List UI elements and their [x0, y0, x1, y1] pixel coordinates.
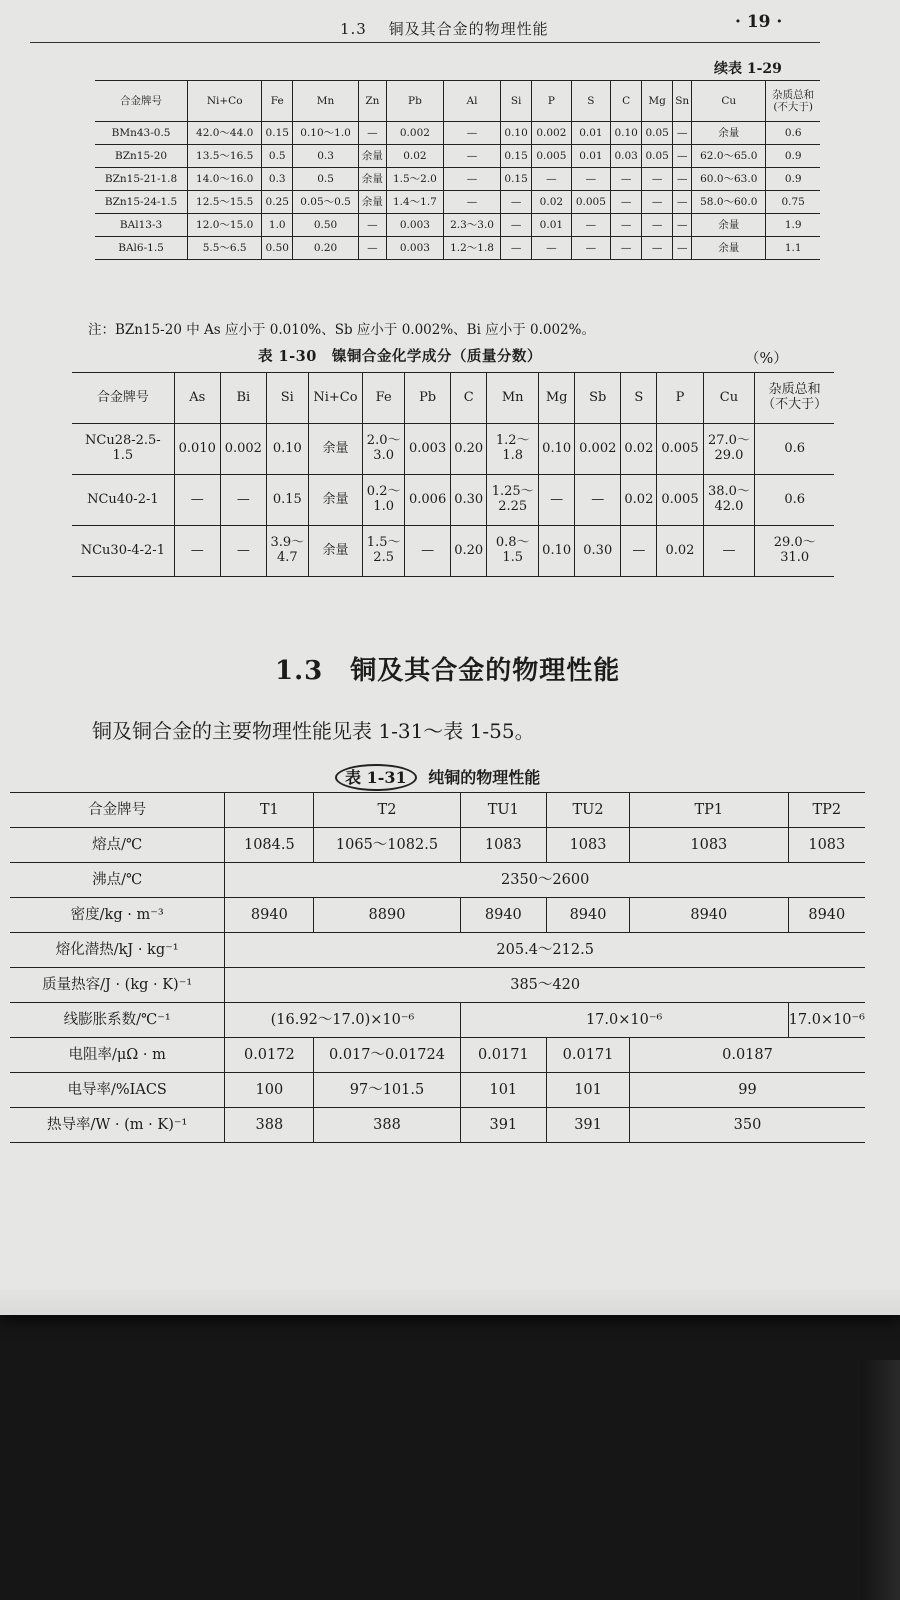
column-header: Sb [575, 373, 621, 424]
table-cell: — [539, 475, 575, 526]
table-131-title [335, 765, 540, 788]
table-cell: — [220, 526, 266, 577]
table-cell: — [642, 168, 673, 191]
table-cell: T1 [225, 793, 314, 828]
table-cell: NCu40-2-1 [72, 475, 174, 526]
table-cell: 0.05 [642, 145, 673, 168]
table-cell: — [443, 122, 500, 145]
column-header: Ni+Co [188, 81, 262, 122]
table-cell: 0.0171 [547, 1038, 630, 1073]
table-cell: 0.010 [174, 424, 220, 475]
table-cell-merged: (16.92～17.0)×10⁻⁶ [225, 1003, 460, 1038]
table-row [10, 828, 865, 863]
column-header: C [611, 81, 642, 122]
table-cell: — [611, 214, 642, 237]
row-label: 密度/kg · m⁻³ [10, 898, 225, 933]
table-cell: — [703, 526, 755, 577]
table-cell: BZn15-20 [95, 145, 188, 168]
row-label: 合金牌号 [10, 793, 225, 828]
table-cell: 0.01 [571, 145, 611, 168]
table-cell: 0.6 [766, 122, 820, 145]
section-heading: 1.3 铜及其合金的物理性能 [275, 656, 621, 686]
table-cell: 0.02 [621, 475, 657, 526]
table-cell: BAl13-3 [95, 214, 188, 237]
table-cell: TP1 [630, 793, 789, 828]
table-cell: 1084.5 [225, 828, 314, 863]
table-cell: 5.5～6.5 [188, 237, 262, 260]
column-header: Pb [386, 81, 443, 122]
header-rule [30, 42, 820, 43]
row-label: 沸点/℃ [10, 863, 225, 898]
table-cell: — [358, 214, 386, 237]
table-1-31 [10, 792, 865, 1143]
table-cell: 12.5～15.5 [188, 191, 262, 214]
table-row [10, 1073, 865, 1108]
table-row [10, 898, 865, 933]
column-header: 杂质总和 （不大于） [755, 373, 834, 424]
column-header: S [621, 373, 657, 424]
table-cell: 0.20 [451, 424, 487, 475]
table-cell: 余量 [358, 168, 386, 191]
column-header: Mn [487, 373, 539, 424]
table-cell: 0.0171 [460, 1038, 546, 1073]
table-cell: 0.9 [766, 145, 820, 168]
column-header: 合金牌号 [95, 81, 188, 122]
table-cell: 3.9～ 4.7 [266, 526, 308, 577]
table-cell: 0.10 [501, 122, 532, 145]
table-cell: 0.05～0.5 [293, 191, 359, 214]
table-cell: 0.50 [293, 214, 359, 237]
table-cell: TP2 [788, 793, 865, 828]
table-cell: 余量 [308, 475, 363, 526]
table-cell: — [571, 168, 611, 191]
table-cell: 58.0～60.0 [692, 191, 766, 214]
table-cell-merged: 2350～2600 [225, 863, 865, 898]
table-cell: 1.0 [262, 214, 293, 237]
table-row [10, 968, 865, 1003]
table-129-caption: 续表 1-29 [714, 61, 782, 77]
table-cell: 0.0172 [225, 1038, 314, 1073]
table-row [95, 145, 820, 168]
table-cell: 1.5～2.0 [386, 168, 443, 191]
table-cell: 1.1 [766, 237, 820, 260]
table-cell: 100 [225, 1073, 314, 1108]
column-header: S [571, 81, 611, 122]
running-header-section [340, 18, 549, 39]
table-cell: 13.5～16.5 [188, 145, 262, 168]
paper-bottom-edge [0, 1290, 900, 1315]
table-header-row [95, 81, 820, 122]
table-cell: 0.10 [539, 424, 575, 475]
table-cell: 0.003 [386, 237, 443, 260]
table-cell: 1.2～ 1.8 [487, 424, 539, 475]
table-cell: 1.4～1.7 [386, 191, 443, 214]
table-cell: TU2 [547, 793, 630, 828]
table-cell: 0.25 [262, 191, 293, 214]
table-cell: TU1 [460, 793, 546, 828]
header-section-number: 1.3 [340, 20, 367, 38]
table-cell: — [501, 237, 532, 260]
table-cell: 0.8～ 1.5 [487, 526, 539, 577]
table-cell: BMn43-0.5 [95, 122, 188, 145]
table-cell: 0.0187 [630, 1038, 865, 1073]
table-cell: — [501, 214, 532, 237]
table-cell: — [673, 168, 692, 191]
table-cell: 391 [547, 1108, 630, 1143]
table-cell: 27.0～ 29.0 [703, 424, 755, 475]
table-row [72, 526, 834, 577]
table-cell: 0.05 [642, 122, 673, 145]
table-cell: — [642, 237, 673, 260]
table-cell: 0.75 [766, 191, 820, 214]
column-header: As [174, 373, 220, 424]
table-cell: 0.01 [571, 122, 611, 145]
table-cell: 0.15 [266, 475, 308, 526]
table-cell: 60.0～63.0 [692, 168, 766, 191]
table-cell: — [642, 214, 673, 237]
column-header: Sn [673, 81, 692, 122]
table-cell: 0.002 [386, 122, 443, 145]
table-cell: 0.002 [532, 122, 572, 145]
column-header: Si [266, 373, 308, 424]
table-cell: — [532, 168, 572, 191]
table-cell: 0.02 [621, 424, 657, 475]
table-cell-merged: 385～420 [225, 968, 865, 1003]
table-cell: — [575, 475, 621, 526]
table-cell: 97～101.5 [314, 1073, 460, 1108]
table-cell: 0.005 [571, 191, 611, 214]
column-header: Bi [220, 373, 266, 424]
table-cell: 8940 [460, 898, 546, 933]
table-cell: 0.10 [539, 526, 575, 577]
table-cell: 1.25～ 2.25 [487, 475, 539, 526]
table-row [95, 214, 820, 237]
table-cell: 0.02 [386, 145, 443, 168]
table-cell: — [443, 168, 500, 191]
column-header: C [451, 373, 487, 424]
table-cell: 1083 [630, 828, 789, 863]
column-header: P [657, 373, 703, 424]
table-cell: 391 [460, 1108, 546, 1143]
table-cell: — [673, 214, 692, 237]
table-cell: — [443, 191, 500, 214]
table-cell: 0.003 [386, 214, 443, 237]
table-cell: 2.3～3.0 [443, 214, 500, 237]
table-cell: — [571, 214, 611, 237]
table-cell: NCu30-4-2-1 [72, 526, 174, 577]
table-cell: 0.15 [501, 168, 532, 191]
table-cell: — [501, 191, 532, 214]
table-row [95, 191, 820, 214]
table-130-unit: （%） [745, 351, 788, 367]
table-cell: 8940 [630, 898, 789, 933]
table-cell: 0.50 [262, 237, 293, 260]
table-cell: 0.9 [766, 168, 820, 191]
table-cell: 388 [225, 1108, 314, 1143]
table-cell: 0.6 [755, 424, 834, 475]
column-header: Ni+Co [308, 373, 363, 424]
table-cell: 14.0～16.0 [188, 168, 262, 191]
table-row [10, 1038, 865, 1073]
table-cell: 29.0～ 31.0 [755, 526, 834, 577]
table-cell: 余量 [692, 214, 766, 237]
table-cell: 余量 [308, 424, 363, 475]
table-row [95, 168, 820, 191]
table-cell: 1.2～1.8 [443, 237, 500, 260]
column-header: Pb [405, 373, 451, 424]
table-cell: 余量 [692, 237, 766, 260]
table-cell: 0.30 [451, 475, 487, 526]
table-cell: — [673, 237, 692, 260]
table-cell-merged: 205.4～212.5 [225, 933, 865, 968]
table-cell: 0.005 [532, 145, 572, 168]
table-cell: — [358, 122, 386, 145]
table-cell: — [358, 237, 386, 260]
table-cell: 12.0～15.0 [188, 214, 262, 237]
table-cell: 0.5 [262, 145, 293, 168]
table-130-title: 表 1-30 镍铜合金化学成分（质量分数） [258, 348, 542, 365]
table-row [10, 1003, 865, 1038]
table-cell: BZn15-21-1.8 [95, 168, 188, 191]
table-1-30 [72, 372, 834, 577]
table-cell: 0.005 [657, 475, 703, 526]
table-cell: 38.0～ 42.0 [703, 475, 755, 526]
table-row [95, 122, 820, 145]
table-cell: — [621, 526, 657, 577]
table-cell: BZn15-24-1.5 [95, 191, 188, 214]
table-row [10, 1108, 865, 1143]
table-cell: 0.002 [575, 424, 621, 475]
table-131-title-text: 纯铜的物理性能 [428, 768, 541, 787]
table-cell: 余量 [692, 122, 766, 145]
table-cell: 101 [547, 1073, 630, 1108]
row-label: 电导率/%IACS [10, 1073, 225, 1108]
table-cell: — [405, 526, 451, 577]
table-cell: — [443, 145, 500, 168]
table-cell: 101 [460, 1073, 546, 1108]
table-cell: 0.005 [657, 424, 703, 475]
table-cell: 0.3 [262, 168, 293, 191]
header-section-title: 铜及其合金的物理性能 [388, 20, 549, 38]
table-row [10, 793, 865, 828]
table-cell: 0.10～1.0 [293, 122, 359, 145]
table-cell: 余量 [358, 145, 386, 168]
table-cell: 0.017～0.01724 [314, 1038, 460, 1073]
row-label: 线膨胀系数/℃⁻¹ [10, 1003, 225, 1038]
table-129-note: 注：BZn15-20 中 As 应小于 0.010%、Sb 应小于 0.002%、Bi 应小于 0.002%。 [88, 322, 595, 338]
table-cell: 17.0×10⁻⁶ [788, 1003, 865, 1038]
table-cell: 350 [630, 1108, 865, 1143]
table-cell: 2.0～ 3.0 [363, 424, 405, 475]
table-cell: — [611, 237, 642, 260]
table-cell: — [611, 191, 642, 214]
column-header: Fe [262, 81, 293, 122]
table-cell: 0.2～ 1.0 [363, 475, 405, 526]
table-cell: 8890 [314, 898, 460, 933]
table-cell: 1.9 [766, 214, 820, 237]
column-header: Mg [539, 373, 575, 424]
table-cell: 余量 [308, 526, 363, 577]
table-cell: 0.3 [293, 145, 359, 168]
table-header-row [72, 373, 834, 424]
table-cell: 62.0～65.0 [692, 145, 766, 168]
table-cell: 0.003 [405, 424, 451, 475]
shadow-area [860, 1360, 900, 1600]
row-label: 电阻率/μΩ · m [10, 1038, 225, 1073]
column-header: Zn [358, 81, 386, 122]
table-cell: 0.006 [405, 475, 451, 526]
table-cell: 0.15 [501, 145, 532, 168]
table-1-29 [95, 80, 820, 260]
table-cell: 8940 [547, 898, 630, 933]
table-cell: 0.20 [451, 526, 487, 577]
column-header: 杂质总和 (不大于) [766, 81, 820, 122]
table-cell: 0.10 [266, 424, 308, 475]
table-cell: 0.10 [611, 122, 642, 145]
table-cell: 0.02 [657, 526, 703, 577]
table-row [72, 424, 834, 475]
table-cell: — [174, 526, 220, 577]
table-cell: 8940 [225, 898, 314, 933]
table-cell: 0.15 [262, 122, 293, 145]
table-cell: 0.20 [293, 237, 359, 260]
table-row [10, 933, 865, 968]
table-cell: — [571, 237, 611, 260]
table-cell: 0.02 [532, 191, 572, 214]
table-cell: — [673, 191, 692, 214]
table-cell: — [673, 122, 692, 145]
column-header: P [532, 81, 572, 122]
table-cell: 0.30 [575, 526, 621, 577]
column-header: Mn [293, 81, 359, 122]
table-cell: — [220, 475, 266, 526]
table-cell: 42.0～44.0 [188, 122, 262, 145]
table-cell: 1083 [547, 828, 630, 863]
table-cell: T2 [314, 793, 460, 828]
section-intro: 铜及铜合金的主要物理性能见表 1-31～表 1-55。 [92, 719, 535, 743]
table-cell: 1083 [788, 828, 865, 863]
row-label: 质量热容/J · (kg · K)⁻¹ [10, 968, 225, 1003]
table-row [72, 475, 834, 526]
table-cell: — [642, 191, 673, 214]
table-cell: 0.6 [755, 475, 834, 526]
column-header: Mg [642, 81, 673, 122]
column-header: Cu [703, 373, 755, 424]
table-cell: 0.03 [611, 145, 642, 168]
table-cell: 余量 [358, 191, 386, 214]
table-row [10, 863, 865, 898]
table-cell: NCu28-2.5- 1.5 [72, 424, 174, 475]
table-cell: 8940 [788, 898, 865, 933]
table-cell: 388 [314, 1108, 460, 1143]
column-header: Si [501, 81, 532, 122]
table-cell: — [174, 475, 220, 526]
page-number: · 19 · [735, 12, 783, 32]
table-cell: 0.002 [220, 424, 266, 475]
row-label: 熔点/℃ [10, 828, 225, 863]
row-label: 熔化潜热/kJ · kg⁻¹ [10, 933, 225, 968]
table-cell: 1.5～ 2.5 [363, 526, 405, 577]
table-cell: — [673, 145, 692, 168]
column-header: Fe [363, 373, 405, 424]
column-header: Al [443, 81, 500, 122]
table-cell: — [611, 168, 642, 191]
table-131-number: 表 1-31 [335, 764, 417, 791]
table-cell: — [532, 237, 572, 260]
table-cell: 0.01 [532, 214, 572, 237]
table-cell: BAl6-1.5 [95, 237, 188, 260]
column-header: 合金牌号 [72, 373, 174, 424]
table-row [95, 237, 820, 260]
table-cell: 0.5 [293, 168, 359, 191]
table-cell: 1083 [460, 828, 546, 863]
column-header: Cu [692, 81, 766, 122]
table-cell: 1065～1082.5 [314, 828, 460, 863]
row-label: 热导率/W · (m · K)⁻¹ [10, 1108, 225, 1143]
table-cell-merged: 17.0×10⁻⁶ [460, 1003, 788, 1038]
table-cell: 99 [630, 1073, 865, 1108]
